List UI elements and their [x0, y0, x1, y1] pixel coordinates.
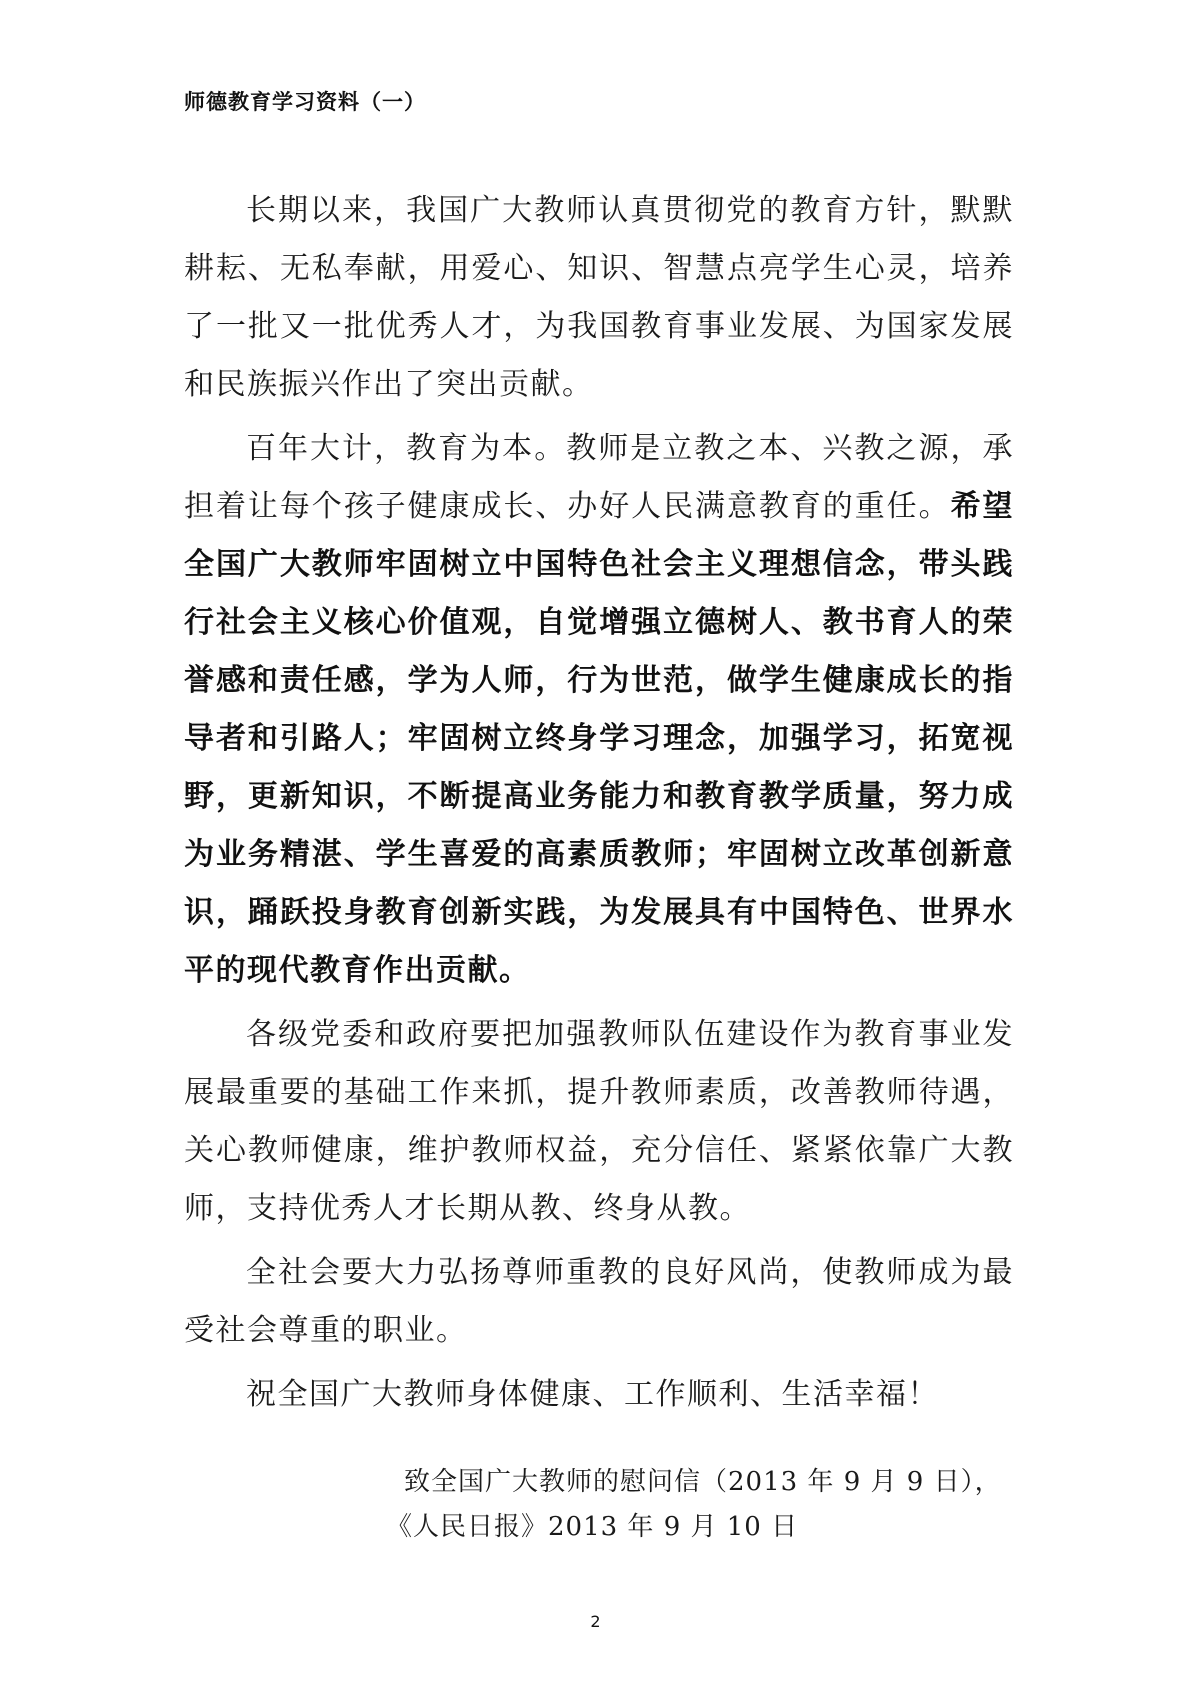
citation-line-1: 致全国广大教师的慰问信（2013 年 9 月 9 日），: [404, 1467, 1002, 1497]
source-citation: [386, 1460, 1002, 1550]
paragraph-2-plain-text: 百年大计，教育为本。教师是立教之本、兴教之源，承担着让每个孩子健康成长、办好人民满意教育的重任。: [184, 431, 1014, 524]
document-header-title: 师德教育学习资料（一）: [184, 90, 426, 114]
page-number: 2: [590, 1612, 601, 1631]
paragraph-4: 全社会要大力弘扬尊师重教的良好风尚，使教师成为最受社会尊重的职业。: [184, 1255, 1014, 1348]
paragraph-2-bold-text: 希望全国广大教师牢固树立中国特色社会主义理想信念，带头践行社会主义核心价值观，自觉增强立德树人、教书育人的荣誉感和责任感，学为人师，行为世范，做学生健康成长的指导者和引路人；牢固树立终身学习理念，加强学习，拓宽视野，更新知识，不断提高业务能力和教育教学质量，努力成为业务精湛、学生喜爱的高素质教师；牢固树立改革创新意识，踊跃投身教育创新实践，为发展具有中国特色、世界水平的现代教育作出贡献。: [184, 489, 1015, 988]
paragraph-1: 长期以来，我国广大教师认真贯彻党的教育方针，默默耕耘、无私奉献，用爱心、知识、智慧点亮学生心灵，培养了一批又一批优秀人才，为我国教育事业发展、为国家发展和民族振兴作出了突出贡献。: [184, 193, 1014, 402]
citation-line-2: 《人民日报》2013 年 9 月 10 日: [386, 1512, 799, 1542]
document-body: [184, 182, 1014, 1424]
paragraph-5: 祝全国广大教师身体健康、工作顺利、生活幸福！: [246, 1377, 939, 1412]
paragraph-3: 各级党委和政府要把加强教师队伍建设作为教育事业发展最重要的基础工作来抓，提升教师素质，改善教师待遇，关心教师健康，维护教师权益，充分信任、紧紧依靠广大教师，支持优秀人才长期从教、终身从教。: [184, 1017, 1014, 1226]
paragraph-2: [184, 420, 1014, 1000]
